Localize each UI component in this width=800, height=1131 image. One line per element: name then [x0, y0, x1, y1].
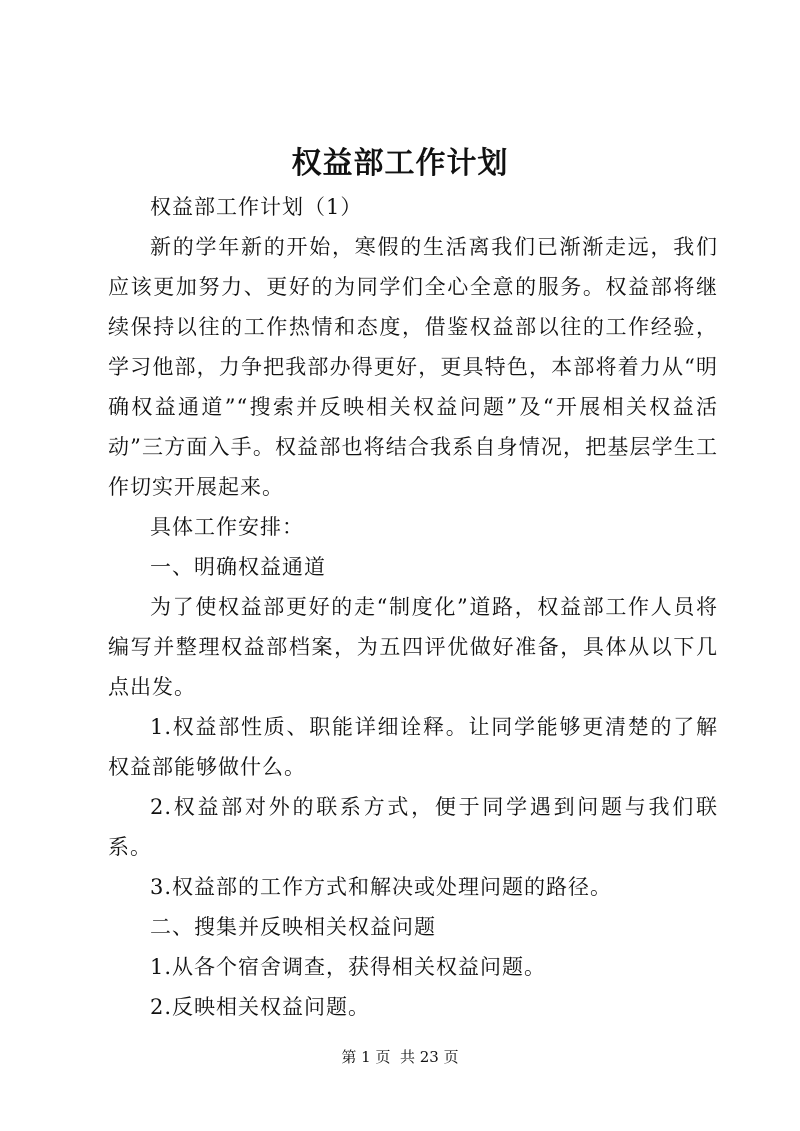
- page-footer: 第 1 页 共 23 页: [341, 1048, 459, 1066]
- list-item: 1.权益部性质、职能详细诠释。让同学能够更清楚的了解权益部能够做什么。: [108, 715, 718, 779]
- document-title: 权益部工作计划: [291, 146, 509, 181]
- paragraph-intro: 新的学年新的开始，寒假的生活离我们已渐渐走远，我们应该更加努力、更好的为同学们全心全意的服务。权益部将继续保持以往的工作热情和态度，借鉴权益部以往的工作经验，学习他部，力争把我部办得更好，更具特色，本部将着力从“明确权益通道”“搜索并反映相关权益问题”及“开展相关权益活动”三方面入手。权益部也将结合我系自身情况，把基层学生工作切实开展起来。: [108, 235, 718, 499]
- paragraph-arrangement-heading: 具体工作安排：: [150, 515, 304, 539]
- section-heading-2: 二、搜集并反映相关权益问题: [150, 915, 436, 939]
- paragraph-subtitle: 权益部工作计划（1）: [150, 195, 363, 219]
- list-item: 2.反映相关权益问题。: [150, 995, 371, 1019]
- list-item: 1.从各个宿舍调查，获得相关权益问题。: [150, 955, 547, 979]
- list-item: 3.权益部的工作方式和解决或处理问题的路径。: [150, 875, 613, 899]
- paragraph-section-1-intro: 为了使权益部更好的走“制度化”道路，权益部工作人员将编写并整理权益部档案，为五四评优做好准备，具体从以下几点出发。: [108, 595, 718, 699]
- section-heading-1: 一、明确权益通道: [150, 555, 326, 579]
- document-body: [108, 187, 718, 1027]
- list-item: 2.权益部对外的联系方式，便于同学遇到问题与我们联系。: [108, 795, 718, 859]
